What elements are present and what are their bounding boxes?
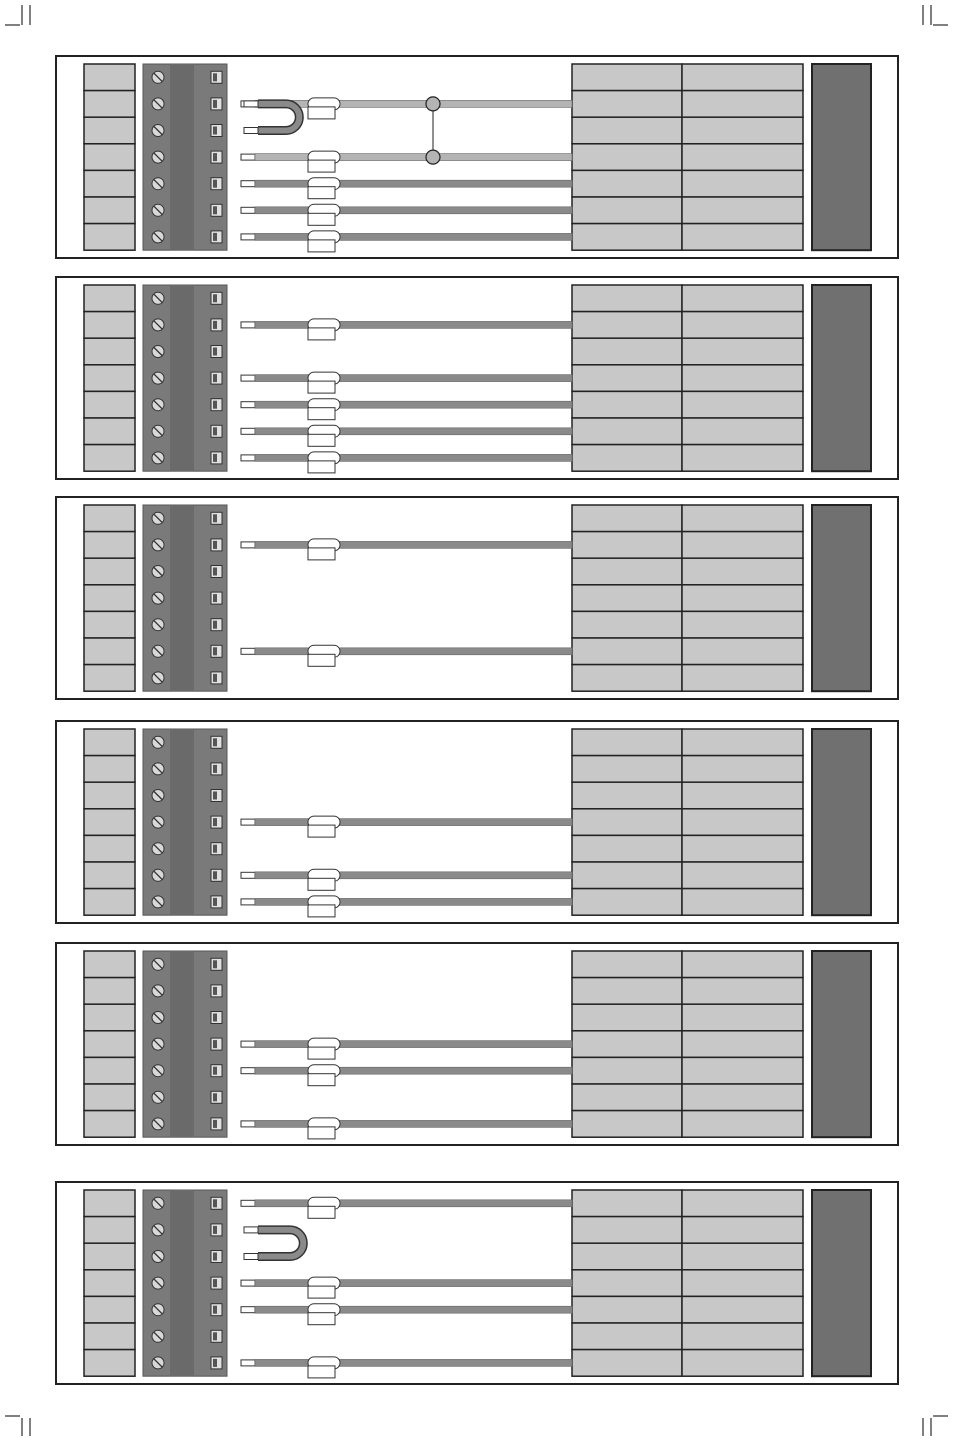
table-cell xyxy=(572,889,682,916)
wire-clamp-slot xyxy=(213,206,217,214)
table-cell xyxy=(572,756,682,783)
wire-clamp-slot xyxy=(213,568,217,576)
wire-cable xyxy=(255,1120,572,1127)
label-cell xyxy=(84,1190,135,1217)
label-cell xyxy=(84,197,135,224)
wire-clamp-slot xyxy=(213,127,217,135)
table-cell xyxy=(572,835,682,862)
wire-tip xyxy=(244,128,258,134)
wire-tag xyxy=(308,213,335,225)
wire-clamp-slot xyxy=(213,1014,217,1022)
label-cell xyxy=(84,1057,135,1084)
wire-cable xyxy=(255,100,572,107)
table-cell xyxy=(682,1217,803,1244)
table-cell xyxy=(682,64,803,91)
table-cell xyxy=(682,197,803,224)
module-block xyxy=(812,729,871,915)
wire-cable xyxy=(255,233,572,240)
table-cell xyxy=(682,365,803,392)
wire-tag xyxy=(308,548,335,560)
table-cell xyxy=(682,1243,803,1270)
table-cell xyxy=(682,1323,803,1350)
wire-tag xyxy=(308,654,335,666)
wire-clamp-slot xyxy=(213,898,217,906)
table-cell xyxy=(572,1243,682,1270)
table-cell xyxy=(572,978,682,1005)
table-cell xyxy=(572,1350,682,1377)
wire-clamp-slot xyxy=(213,514,217,522)
wire-tip xyxy=(241,872,255,878)
wire-tag xyxy=(308,461,335,473)
label-cell xyxy=(84,665,135,692)
panel-1 xyxy=(56,56,898,258)
wire-tip xyxy=(241,455,255,461)
wire-cable xyxy=(255,872,572,879)
wire-tag xyxy=(308,1074,335,1086)
module-block xyxy=(812,1190,871,1376)
wire-tip xyxy=(241,428,255,434)
table-cell xyxy=(682,889,803,916)
table-cell xyxy=(572,951,682,978)
wire-tag xyxy=(308,905,335,917)
label-cell xyxy=(84,729,135,756)
wire-clamp-slot xyxy=(213,960,217,968)
wire-tag xyxy=(308,187,335,199)
wire-tip xyxy=(241,1068,255,1074)
wire-tip xyxy=(241,375,255,381)
wire-clamp-slot xyxy=(213,594,217,602)
table-cell xyxy=(572,532,682,559)
label-cell xyxy=(84,312,135,339)
table-cell xyxy=(572,505,682,532)
wire-cable xyxy=(255,648,572,655)
wire-tag xyxy=(308,1206,335,1218)
table-cell xyxy=(572,338,682,365)
table-cell xyxy=(572,117,682,144)
label-cell xyxy=(84,285,135,312)
table-cell xyxy=(682,1270,803,1297)
wire-clamp-slot xyxy=(213,1306,217,1314)
table-cell xyxy=(682,117,803,144)
wire-clamp-slot xyxy=(213,401,217,409)
label-cell xyxy=(84,809,135,836)
wire-cable xyxy=(255,321,572,328)
wire-cable xyxy=(255,180,572,187)
wire-tip xyxy=(241,234,255,240)
wire-tip xyxy=(241,899,255,905)
label-cell xyxy=(84,1111,135,1138)
label-cell xyxy=(84,532,135,559)
module-block xyxy=(812,951,871,1137)
table-cell xyxy=(572,197,682,224)
label-cell xyxy=(84,1031,135,1058)
wire-cable xyxy=(255,1067,572,1074)
wire-cable xyxy=(255,1041,572,1048)
table-cell xyxy=(572,1057,682,1084)
table-cell xyxy=(682,978,803,1005)
table-cell xyxy=(572,445,682,472)
table-cell xyxy=(572,418,682,445)
wire-tag xyxy=(308,1286,335,1298)
table-cell xyxy=(682,445,803,472)
wire-tip xyxy=(241,1280,255,1286)
wire-clamp-slot xyxy=(213,871,217,879)
label-cell xyxy=(84,338,135,365)
wire-clamp-slot xyxy=(213,647,217,655)
wire-clamp-slot xyxy=(213,792,217,800)
wire-cable xyxy=(255,401,572,408)
wire-clamp-slot xyxy=(213,765,217,773)
table-cell xyxy=(572,1296,682,1323)
label-cell xyxy=(84,391,135,418)
wire-cable xyxy=(255,454,572,461)
label-cell xyxy=(84,224,135,251)
label-cell xyxy=(84,1296,135,1323)
label-cell xyxy=(84,418,135,445)
label-cell xyxy=(84,1084,135,1111)
table-cell xyxy=(572,809,682,836)
label-cell xyxy=(84,756,135,783)
wire-cable xyxy=(255,154,572,161)
panel-2 xyxy=(56,277,898,479)
wire-clamp-slot xyxy=(213,180,217,188)
terminal-block-channel xyxy=(170,64,194,250)
table-cell xyxy=(682,756,803,783)
wire-tag xyxy=(308,381,335,393)
wire-clamp-slot xyxy=(213,73,217,81)
wire-cable xyxy=(255,1359,572,1366)
label-cell xyxy=(84,64,135,91)
wire-tip xyxy=(244,1227,258,1233)
label-cell xyxy=(84,1323,135,1350)
module-block xyxy=(812,285,871,471)
table-cell xyxy=(572,558,682,585)
wire-tip xyxy=(241,648,255,654)
label-cell xyxy=(84,978,135,1005)
wire-tip xyxy=(241,542,255,548)
table-cell xyxy=(682,144,803,171)
wire-clamp-slot xyxy=(213,1359,217,1367)
table-cell xyxy=(572,391,682,418)
label-cell xyxy=(84,170,135,197)
wire-clamp-slot xyxy=(213,1253,217,1261)
wire-clamp-slot xyxy=(213,374,217,382)
wire-clamp-slot xyxy=(213,621,217,629)
wire-cable xyxy=(255,898,572,905)
wire-cable xyxy=(255,1280,572,1287)
table-cell xyxy=(572,665,682,692)
wire-tag xyxy=(308,434,335,446)
wire-clamp-slot xyxy=(213,738,217,746)
table-cell xyxy=(682,809,803,836)
table-cell xyxy=(682,312,803,339)
table-cell xyxy=(682,558,803,585)
table-cell xyxy=(572,782,682,809)
wire-clamp-slot xyxy=(213,541,217,549)
table-cell xyxy=(572,312,682,339)
table-cell xyxy=(682,1057,803,1084)
wire-clamp-slot xyxy=(213,1093,217,1101)
module-block xyxy=(812,64,871,250)
wire-clamp-slot xyxy=(213,987,217,995)
table-cell xyxy=(572,1004,682,1031)
table-cell xyxy=(682,862,803,889)
table-cell xyxy=(572,1190,682,1217)
wire-clamp-slot xyxy=(213,427,217,435)
table-cell xyxy=(682,418,803,445)
table-cell xyxy=(572,862,682,889)
wire-cable xyxy=(255,207,572,214)
wire-clamp-slot xyxy=(213,1040,217,1048)
label-cell xyxy=(84,862,135,889)
wire-cable xyxy=(255,1200,572,1207)
wire-cable xyxy=(255,428,572,435)
table-cell xyxy=(572,64,682,91)
table-cell xyxy=(682,951,803,978)
wire-clamp-slot xyxy=(213,348,217,356)
label-cell xyxy=(84,889,135,916)
table-cell xyxy=(682,611,803,638)
table-cell xyxy=(682,1296,803,1323)
table-cell xyxy=(572,1111,682,1138)
wire-tag xyxy=(308,825,335,837)
table-cell xyxy=(682,505,803,532)
label-cell xyxy=(84,144,135,171)
label-cell xyxy=(84,117,135,144)
label-cell xyxy=(84,1217,135,1244)
label-cell xyxy=(84,611,135,638)
table-cell xyxy=(572,585,682,612)
wire-tip xyxy=(241,1041,255,1047)
wire-tip xyxy=(241,819,255,825)
table-cell xyxy=(572,1084,682,1111)
wire-tag xyxy=(308,107,335,119)
wire-tag xyxy=(308,408,335,420)
wire-tip xyxy=(241,322,255,328)
table-cell xyxy=(572,224,682,251)
table-cell xyxy=(572,365,682,392)
connection-marker xyxy=(426,97,440,111)
wire-tag xyxy=(308,328,335,340)
table-cell xyxy=(682,1031,803,1058)
wire-clamp-slot xyxy=(213,1226,217,1234)
terminal-block-channel xyxy=(170,285,194,471)
wire-tip xyxy=(241,1121,255,1127)
table-cell xyxy=(572,1217,682,1244)
table-cell xyxy=(682,338,803,365)
wire-cable xyxy=(255,375,572,382)
wire-clamp-slot xyxy=(213,100,217,108)
label-cell xyxy=(84,505,135,532)
terminal-block-channel xyxy=(170,951,194,1137)
table-cell xyxy=(682,170,803,197)
label-cell xyxy=(84,835,135,862)
label-cell xyxy=(84,638,135,665)
table-cell xyxy=(682,224,803,251)
table-cell xyxy=(572,729,682,756)
wire-tip xyxy=(241,154,255,160)
wire-clamp-slot xyxy=(213,818,217,826)
table-cell xyxy=(682,285,803,312)
label-cell xyxy=(84,445,135,472)
label-cell xyxy=(84,1243,135,1270)
wire-tag xyxy=(308,1127,335,1139)
table-cell xyxy=(572,1323,682,1350)
label-cell xyxy=(84,91,135,118)
wire-clamp-slot xyxy=(213,1199,217,1207)
wire-cable xyxy=(255,1306,572,1313)
wire-clamp-slot xyxy=(213,674,217,682)
module-block xyxy=(812,505,871,691)
label-cell xyxy=(84,365,135,392)
table-cell xyxy=(682,1084,803,1111)
label-cell xyxy=(84,585,135,612)
label-cell xyxy=(84,1350,135,1377)
wire-clamp-slot xyxy=(213,454,217,462)
label-cell xyxy=(84,1270,135,1297)
table-cell xyxy=(682,1190,803,1217)
wire-tip xyxy=(241,181,255,187)
wire-clamp-slot xyxy=(213,845,217,853)
table-cell xyxy=(682,532,803,559)
wire-tip xyxy=(241,1200,255,1206)
label-cell xyxy=(84,951,135,978)
connection-marker xyxy=(426,150,440,164)
label-cell xyxy=(84,1004,135,1031)
wire-tag xyxy=(308,240,335,252)
wire-clamp-slot xyxy=(213,294,217,302)
table-cell xyxy=(682,1350,803,1377)
panel-3 xyxy=(56,497,898,699)
terminal-block-channel xyxy=(170,505,194,691)
table-cell xyxy=(572,611,682,638)
wire-clamp-slot xyxy=(213,1120,217,1128)
table-cell xyxy=(572,285,682,312)
table-cell xyxy=(682,638,803,665)
table-cell xyxy=(682,729,803,756)
table-cell xyxy=(682,1004,803,1031)
wire-clamp-slot xyxy=(213,153,217,161)
wire-tip xyxy=(241,207,255,213)
label-cell xyxy=(84,558,135,585)
table-cell xyxy=(682,91,803,118)
table-cell xyxy=(682,835,803,862)
table-cell xyxy=(682,665,803,692)
wire-clamp-slot xyxy=(213,1067,217,1075)
table-cell xyxy=(682,391,803,418)
wire-tag xyxy=(308,1047,335,1059)
panel-5 xyxy=(56,943,898,1145)
panel-4 xyxy=(56,721,898,923)
wire-cable xyxy=(255,541,572,548)
wire-tip xyxy=(241,402,255,408)
wire-tag xyxy=(308,1366,335,1378)
wire-cable xyxy=(255,819,572,826)
panel-6 xyxy=(56,1182,898,1384)
wire-clamp-slot xyxy=(213,233,217,241)
table-cell xyxy=(572,1270,682,1297)
table-cell xyxy=(572,638,682,665)
wire-clamp-slot xyxy=(213,1332,217,1340)
table-cell xyxy=(572,170,682,197)
terminal-block-channel xyxy=(170,1190,194,1376)
table-cell xyxy=(682,585,803,612)
table-cell xyxy=(682,1111,803,1138)
table-cell xyxy=(682,782,803,809)
wire-tip xyxy=(244,1254,258,1260)
wire-tag xyxy=(308,160,335,172)
wire-clamp-slot xyxy=(213,321,217,329)
table-cell xyxy=(572,1031,682,1058)
table-cell xyxy=(572,91,682,118)
label-cell xyxy=(84,782,135,809)
wire-tag xyxy=(308,878,335,890)
wire-tip xyxy=(241,1360,255,1366)
table-cell xyxy=(572,144,682,171)
terminal-block-channel xyxy=(170,729,194,915)
wire-clamp-slot xyxy=(213,1279,217,1287)
wire-tip xyxy=(241,1307,255,1313)
wire-tip xyxy=(244,101,258,107)
wire-tag xyxy=(308,1313,335,1325)
